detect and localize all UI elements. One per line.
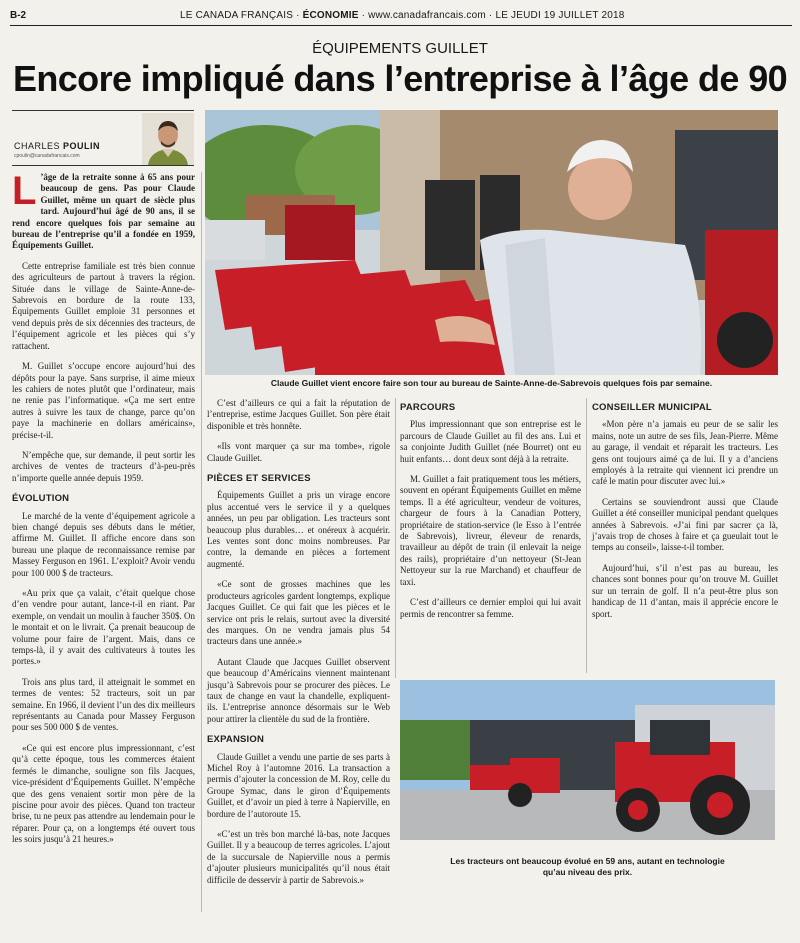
tractors-photo <box>400 680 775 840</box>
paragraph: Claude Guillet a vendu une partie de ses parts à Michel Roy à l’automne 2016. La transaction a permis d’ajouter la concession de M. Roy, celle du Groupe Symac, dans le giron d’Équipements Guillet, et d’avoir un pied à terre à Napierville, en bordure de l’autoroute 15. <box>207 751 390 819</box>
main-photo-caption: Claude Guillet vient encore faire son tour au bureau de Sainte-Anne-de-Sabrevois quelques fois par semaine. <box>270 378 713 388</box>
paragraph: Trois ans plus tard, il atteignait le sommet en termes de ventes: 52 tracteurs, soit un par semaine. En 1966, il devient l’un des dix meilleurs représentants au Canada pour Massey Ferguson pour ses 500 000 $ de ventes. <box>12 676 195 733</box>
running-head-line <box>180 10 625 21</box>
separator: · <box>361 10 366 21</box>
section-name: ÉCONOMIE <box>302 10 359 21</box>
website: www.canadafrancais.com <box>368 10 486 21</box>
subhead-pieces: PIÈCES ET SERVICES <box>207 473 311 485</box>
paragraph: Aujourd’hui, s’il n’est pas au bureau, les chances sont bonnes pour qu’on trouve M. Guillet sur un terrain de golf. Il n’a peut-être plus son handicap de 11 d’antan, mais il apprécie encore le sport. <box>592 562 778 619</box>
caption-line: Les tracteurs ont beaucoup évolué en 59 ans, autant en technologie <box>450 856 725 866</box>
article-column-4 <box>592 398 778 678</box>
main-photo <box>205 110 778 375</box>
paragraph: Plus impressionnant que son entreprise est le parcours de Claude Guillet au fil des ans. Lui et sa conjointe Judith Guillet (née Bourret) ont eu huit enfants… dont deux sont déjà à la retraite. <box>400 419 581 464</box>
separator: · <box>488 10 493 21</box>
subhead-evolution: ÉVOLUTION <box>12 493 70 505</box>
subhead-parcours: PARCOURS <box>400 402 456 413</box>
column-rule <box>395 398 396 678</box>
paragraph: Certains se souviendront aussi que Claude Guillet a été conseiller municipal pendant quelques années à Sabrevois. «J’ai fini par sacrer ça là, j’avais trop de choses à faire et ça gueulait tout le temps au conseil», laisse-t-il tomber. <box>592 496 778 553</box>
paragraph: Autant Claude que Jacques Guillet observent que beaucoup d’Américains viennent maintenant jusqu’à Sabrevois pour se procurer des pièces. Le taux de change en vaut la chandelle, expliquent-ils. L’entreprise annonce désormais sur le Web pour attirer la clientèle du sud de la frontière. <box>207 656 390 724</box>
paragraph: C’est d’ailleurs ce dernier emploi qui lui avait permis de rencontrer sa femme. <box>400 597 581 619</box>
tractors-photo-caption <box>400 856 775 878</box>
separator: · <box>296 10 300 21</box>
column-rule <box>201 172 202 912</box>
paragraph: Équipements Guillet a pris un virage encore plus accentué vers le service il y a quelques années, un peu par obligation. Les tracteurs sont beaucoup plus durables… et onéreux à acquérir. Les ventes sont donc moins nombreuses. Par contre, la demande en pièces a fortement augmenté. <box>207 490 390 569</box>
paragraph: M. Guillet a fait pratiquement tous les métiers, souvent en opérant Équipements Guillet en même temps. Il a été agriculteur, vendeur de voitures, chargeur de fours à la Canadian Pottery, propriétaire de station-service (le Esso à l’entrée de Sabrevois), livreur, éleveur de renards, travailleur au dépôt de train (il enlevait la neige des rails), propriétaire d’un nettoyeur (St-Jean Nettoyeur sur la rue Marchand) et chauffeur de taxi. <box>400 474 581 587</box>
article-column-1 <box>12 169 195 917</box>
paragraph: «Ils vont marquer ça sur ma tombe», rigole Claude Guillet. <box>207 441 390 463</box>
paragraph: Cette entreprise familiale est très bien connue des agriculteurs de partout à travers la région. Située dans le village de Sainte-Anne-de-Sabrevois en bordure de la route 133, Équipements Guillet emploie 31 personnes et vend depuis près de six décennies des tracteurs, de l’équipement agricole et les pièces qui s’y rattachent. <box>12 260 195 351</box>
paragraph: «Ce sont de grosses machines que les producteurs agricoles gardent longtemps, explique Jacques Guillet. Ce qui fait que les pièces et le service ont pris le relais, surtout avec la diversité des marques. On ne vendra jamais plus 54 tracteurs dans une année.» <box>207 579 390 647</box>
author-portrait <box>142 113 194 165</box>
caption-line: qu’au niveau des prix. <box>542 867 633 877</box>
page-number: B-2 <box>10 10 27 21</box>
issue-date: LE JEUDI 19 JUILLET 2018 <box>495 10 625 21</box>
paragraph: M. Guillet s’occupe encore aujourd’hui des dépôts pour la paye. Sans surprise, il aime mieux les cahiers de notes plutôt que l’ordinateur, mais ne renie pas l’informatique. «Ça me sert entre autres à suivre les taux de change, parce qu’on paye la machinerie en dollars américains», précise-t-il. <box>12 361 195 440</box>
paragraph: «Ce qui est encore plus impressionnant, c’est qu’à cette époque, tous les commerces étaient fermés le dimanche, souligne son fils Jacques, vice-président d’Équipements Guillet. N’empêche que des gens venaient sortir mon père de la piscine pour avoir des pièces. Quand ton tracteur brise, tu ne peux pas attendre au lendemain pour le réparer. Pour ça, on a longtemps été ouvert tous les soirs jusqu’à 21 heures.» <box>12 742 195 845</box>
paragraph: Le marché de la vente d’équipement agricole a bien changé depuis ses débuts dans le métier, affirme M. Guillet. Il affiche encore dans son bureau une plaque de reconnaissance remise par Massey Ferguson en 1961. L’exploit? Avoir vendu pour 100 000 $ de tracteurs. <box>12 510 195 578</box>
lead-paragraph <box>12 169 195 252</box>
lead-text: ’âge de la retraite sonne à 65 ans pour beaucoup de gens. Pas pour Claude Guillet, même un quart de siècle plus tard. Aujourd’hui âgé de 90 ans, il se rend encore quelques fois par semaine au bureau de l’entreprise qu’il a fondée en 1959, Équipements Guillet. <box>12 172 195 251</box>
article-kicker: ÉQUIPEMENTS GUILLET <box>312 40 488 57</box>
author-name <box>14 141 100 151</box>
paragraph: N’empêche que, sur demande, il peut sortir les archives de ventes de tracteurs d’à-peu-près n’importe quelle année depuis 1959. <box>12 449 195 483</box>
author-first-name: CHARLES <box>14 141 61 151</box>
paragraph: C’est d’ailleurs ce qui a fait la réputation de l’entreprise, estime Jacques Guillet. Son père était disponible et très honnête. <box>207 398 390 431</box>
paragraph: «C’est un très bon marché là-bas, note Jacques Guillet. Il y a beaucoup de terres agricoles. L’ajout de la succursale de Napierville nous a permis d’ajouter plusieurs municipalités qu’il nous était difficile de desservir à partir de Sabrevois.» <box>207 829 390 885</box>
subhead-expansion: EXPANSION <box>207 734 265 746</box>
article-headline: Encore impliqué dans l’entreprise à l’âge de 90 <box>12 58 788 99</box>
article-column-2 <box>207 398 390 923</box>
paragraph: «Mon père n’a jamais eu peur de se salir les mains, note un autre de ses fils, Jean-Pierre. Même au garage, il vendait et réparait les tracteurs. Les gens ont toujours aimé ça de lui. Il y a d’anciens employés à la retraite qui viennent ici prendre un café le matin pour discuter avec lui.» <box>592 419 778 487</box>
author-email: cpoulin@canadafrancais.com <box>14 153 80 159</box>
drop-cap: L <box>12 169 37 213</box>
paper-name: LE CANADA FRANÇAIS <box>180 10 294 21</box>
byline-box <box>12 110 194 166</box>
subhead-conseiller: CONSEILLER MUNICIPAL <box>592 402 712 413</box>
running-head <box>10 8 792 26</box>
column-rule <box>586 398 587 673</box>
paragraph: «Au prix que ça valait, c’était quelque chose d’en vendre pour autant, lance-t-il en riant. Par exemple, on vendait un moulin à faucher 350$. On le montait et on le livrait. Ça prenait beaucoup de volume pour faire de l’argent. Mais, dans ce temps-là, il y avait des cultivateurs à toutes les portes.» <box>12 588 195 667</box>
article-column-3 <box>400 398 581 678</box>
author-last-name: POULIN <box>63 141 101 151</box>
